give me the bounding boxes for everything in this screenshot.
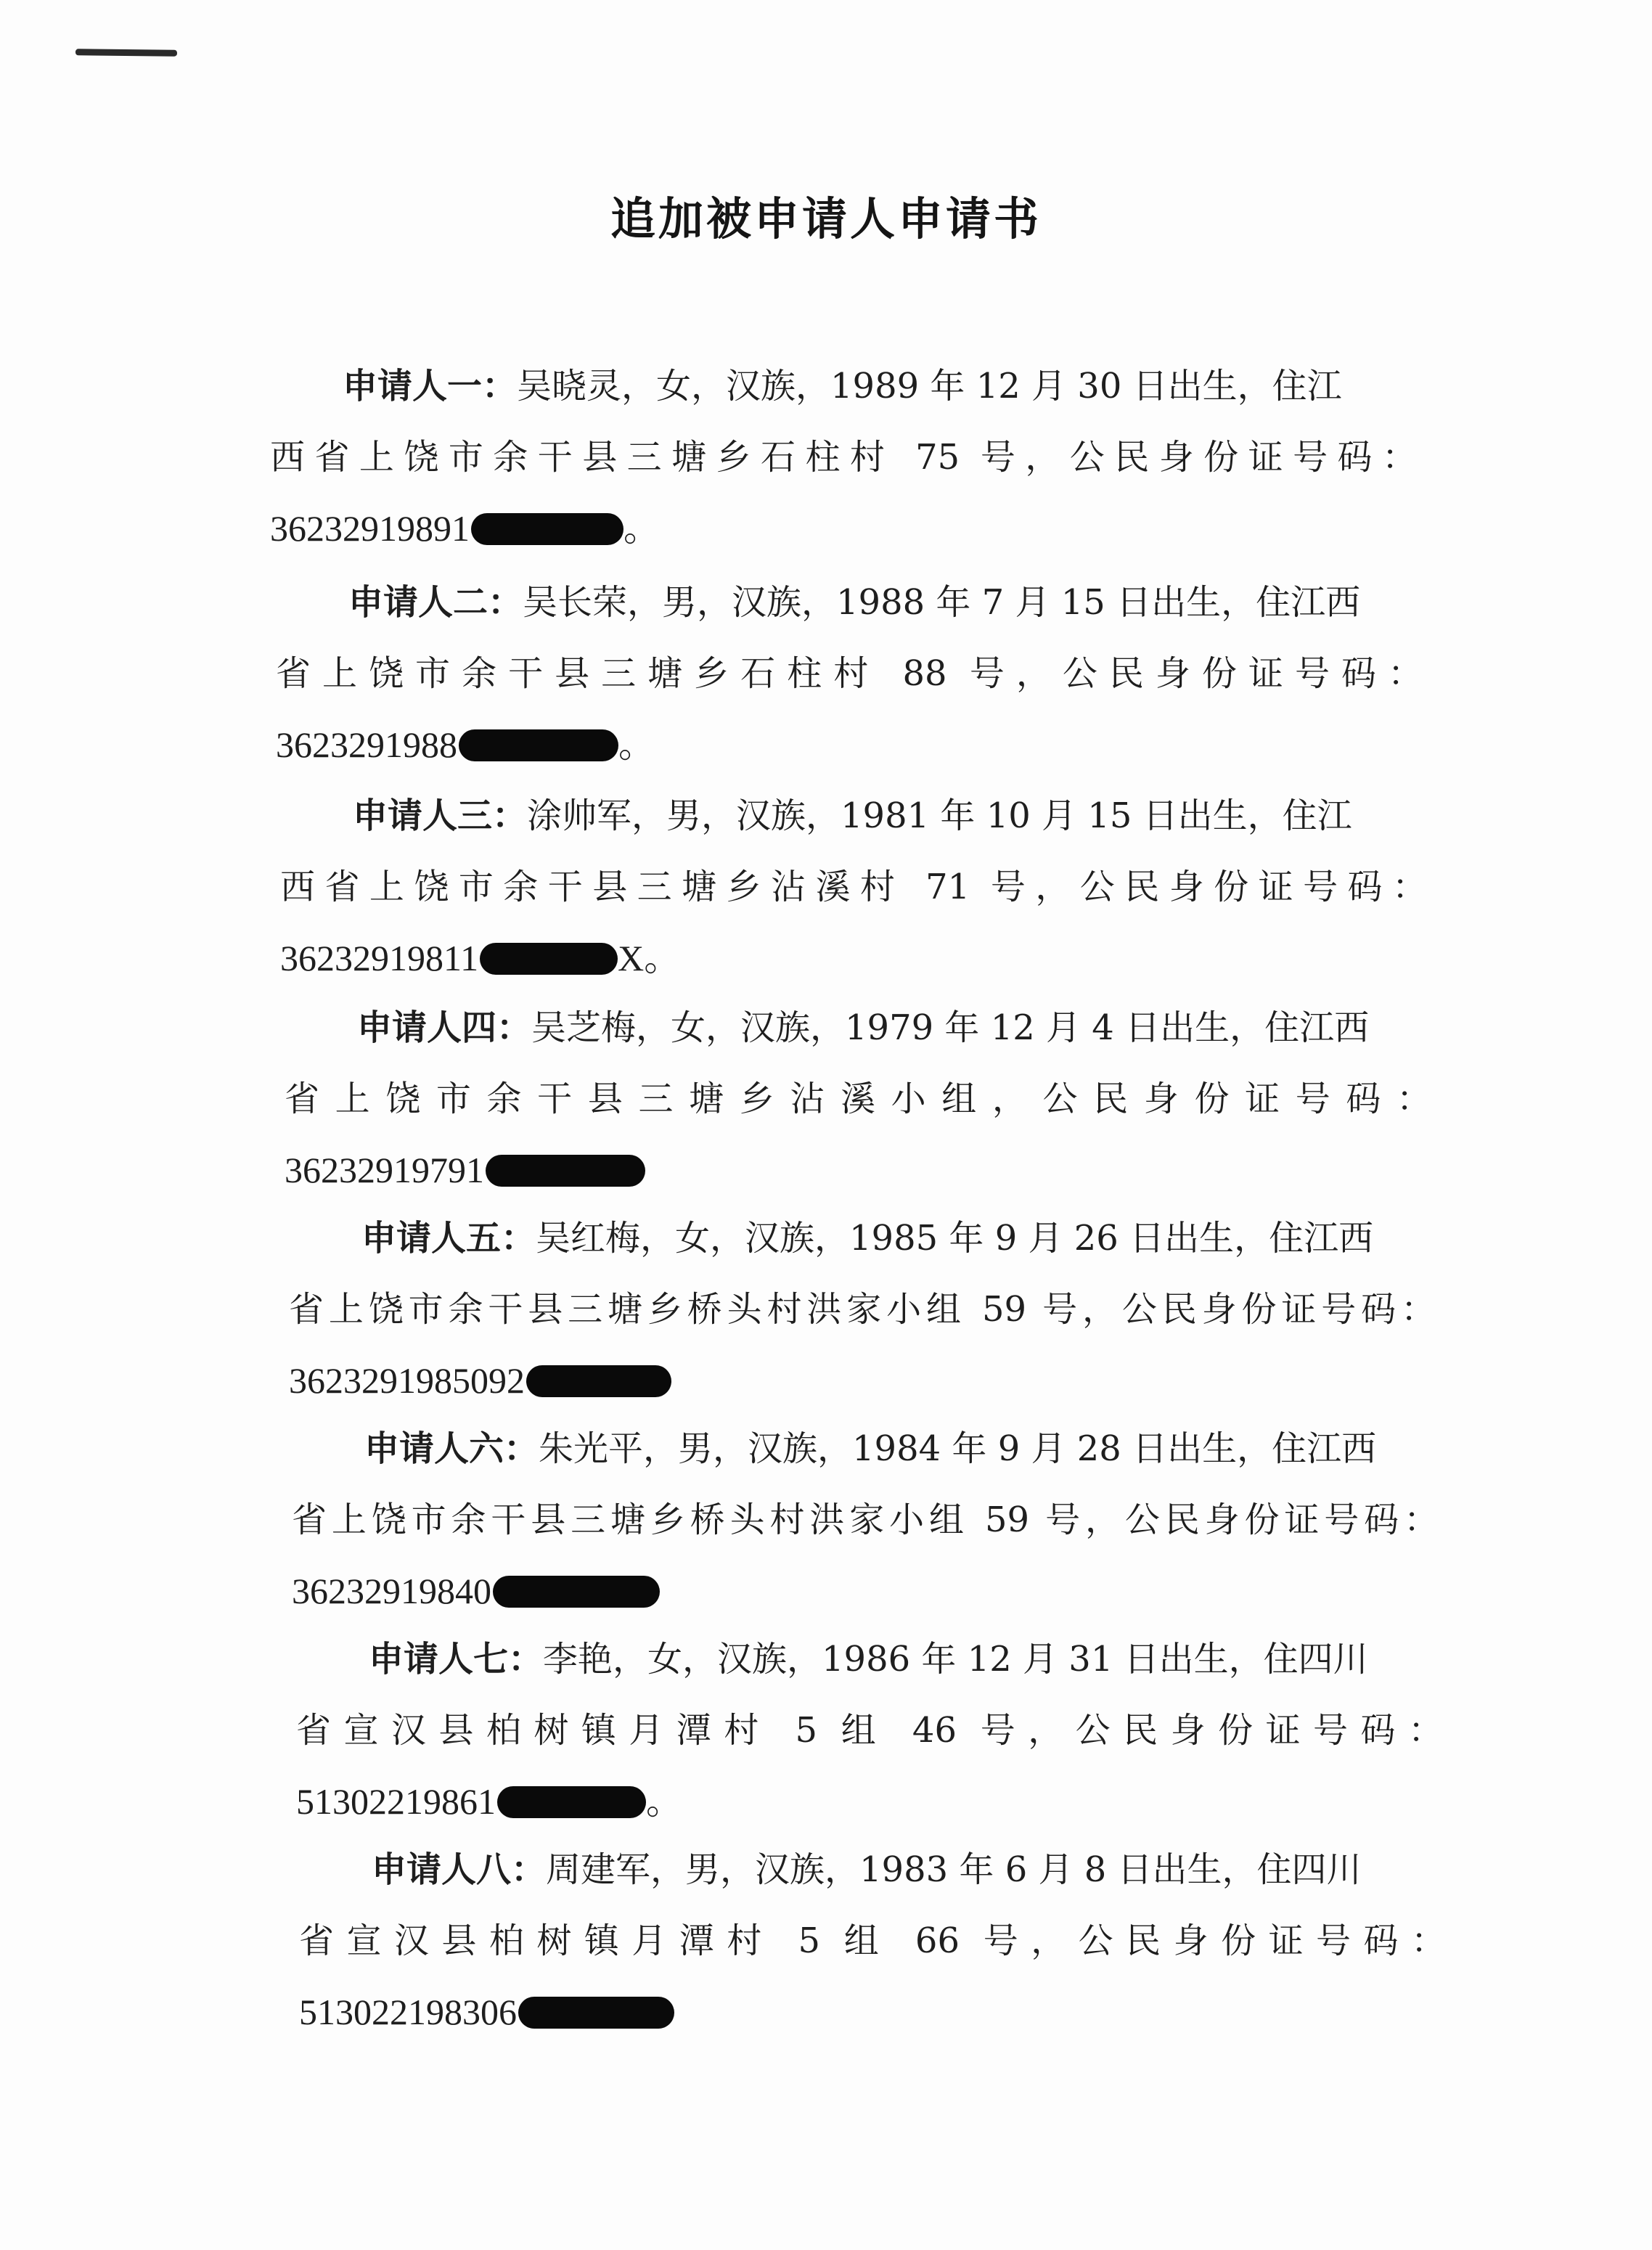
applicant-id-line xyxy=(270,507,660,551)
corner-pen-mark xyxy=(75,49,177,56)
id-number: 36232919891 xyxy=(270,508,470,549)
applicant-line-1 xyxy=(348,581,1360,624)
applicant-address: 省上饶市余干县三塘乡石柱村 88 号，公民身份证号码： xyxy=(276,653,1423,694)
id-number: 36232919811 xyxy=(280,938,479,978)
applicant-label: 申请人四： xyxy=(357,1007,532,1048)
applicant-address: 省宣汉县柏树镇月潭村 5 组 66 号，公民身份证号码： xyxy=(299,1920,1446,1961)
redaction-mark xyxy=(518,1997,674,2029)
applicant-line-1 xyxy=(369,1637,1368,1681)
redaction-mark xyxy=(471,513,623,545)
applicant-info: 吴晓灵，女，汉族，1989 年 12 月 30 日出生，住江 xyxy=(517,366,1342,406)
id-tail: 。 xyxy=(618,724,655,765)
applicant-info: 吴芝梅，女，汉族，1979 年 12 月 4 日出生，住江西 xyxy=(531,1007,1370,1048)
applicant-id-line xyxy=(280,936,680,981)
id-number: 3623291988 xyxy=(276,724,457,765)
applicant-label: 申请人七： xyxy=(369,1639,544,1680)
applicant-label: 申请人一： xyxy=(343,366,518,406)
applicant-address: 省宣汉县柏树镇月潭村 5 组 46 号，公民身份证号码： xyxy=(296,1710,1443,1751)
applicant-info: 朱光平，男，汉族，1984 年 9 月 28 日出生，住江西 xyxy=(539,1428,1377,1469)
applicant-id-line xyxy=(289,1359,671,1403)
applicant-info: 周建军，男，汉族，1983 年 6 月 8 日出生，住四川 xyxy=(546,1849,1362,1890)
document-title: 追加被申请人申请书 xyxy=(610,192,1042,245)
applicant-line-1 xyxy=(357,1006,1369,1050)
applicant-line-1 xyxy=(372,1848,1362,1891)
applicant-address: 西省上饶市余干县三塘乡石柱村 75 号，公民身份证号码： xyxy=(270,437,1417,478)
redaction-mark xyxy=(486,1155,645,1187)
applicant-label: 申请人八： xyxy=(372,1849,547,1890)
applicant-label: 申请人五： xyxy=(361,1218,536,1259)
applicant-address: 西省上饶市余干县三塘乡沾溪村 71 号，公民身份证号码： xyxy=(280,867,1427,907)
id-tail: 。 xyxy=(646,1781,682,1822)
id-number: 3623291985092 xyxy=(289,1360,525,1401)
redaction-mark xyxy=(493,1576,660,1608)
id-number: 36232919840 xyxy=(292,1571,491,1611)
applicant-id-line xyxy=(296,1780,682,1824)
applicant-id-line xyxy=(299,1990,674,2034)
applicant-label: 申请人三： xyxy=(353,795,528,836)
applicant-address: 省上饶市余干县三塘乡桥头村洪家小组 59 号，公民身份证号码： xyxy=(289,1289,1436,1330)
applicant-info: 涂帅军，男，汉族，1981 年 10 月 15 日出生，住江 xyxy=(527,795,1352,836)
id-tail: X。 xyxy=(618,938,681,978)
id-number: 51302219861 xyxy=(296,1781,496,1822)
applicant-line-1 xyxy=(364,1427,1376,1470)
applicant-id-line xyxy=(292,1569,660,1613)
redaction-mark xyxy=(526,1365,671,1397)
applicant-label: 申请人二： xyxy=(348,582,523,623)
applicant-line-1 xyxy=(353,794,1352,838)
applicant-info: 李艳，女，汉族，1986 年 12 月 31 日出生，住四川 xyxy=(543,1639,1368,1680)
applicant-address: 省上饶市余干县三塘乡沾溪小组，公民身份证号码： xyxy=(285,1079,1431,1119)
applicant-line-1 xyxy=(361,1216,1373,1260)
redaction-mark xyxy=(459,729,618,761)
applicant-id-line xyxy=(276,723,655,767)
id-tail: 。 xyxy=(623,508,660,549)
id-number: 513022198306 xyxy=(299,1992,517,2032)
redaction-mark xyxy=(480,943,618,975)
applicant-info: 吴红梅，女，汉族，1985 年 9 月 26 日出生，住江西 xyxy=(536,1218,1374,1259)
applicant-label: 申请人六： xyxy=(364,1428,539,1469)
redaction-mark xyxy=(497,1786,646,1818)
applicant-id-line xyxy=(285,1148,645,1192)
applicant-info: 吴长荣，男，汉族，1988 年 7 月 15 日出生，住江西 xyxy=(523,582,1361,623)
applicant-line-1 xyxy=(343,364,1342,408)
applicant-address: 省上饶市余干县三塘乡桥头村洪家小组 59 号，公民身份证号码： xyxy=(292,1500,1439,1540)
id-number: 36232919791 xyxy=(285,1150,484,1190)
